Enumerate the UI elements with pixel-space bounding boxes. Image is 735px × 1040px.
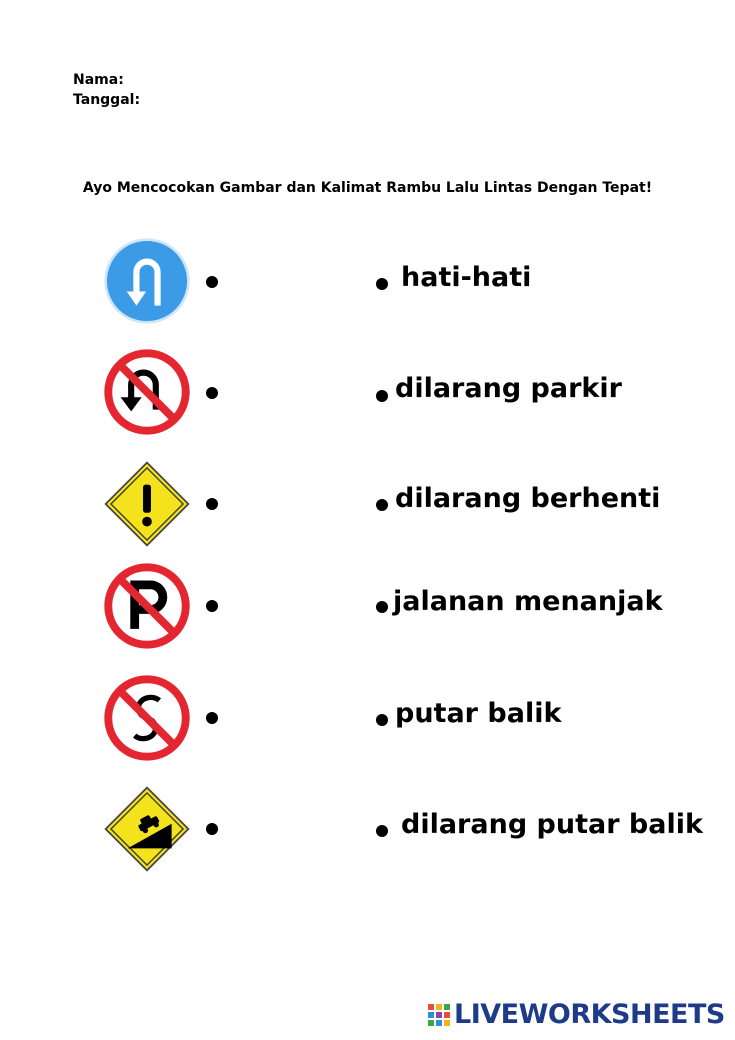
match-dot-left-1[interactable] [206, 276, 218, 288]
liveworksheets-brand-name: LIVEWORKSHEETS [454, 999, 725, 1030]
match-dot-right-5[interactable] [376, 714, 388, 726]
answer-text-3: dilarang berhenti [395, 483, 661, 514]
match-dot-left-3[interactable] [206, 498, 218, 510]
answer-text-6: dilarang putar balik [401, 809, 703, 840]
match-dot-right-3[interactable] [376, 499, 388, 511]
answer-text-1: hati-hati [401, 262, 532, 293]
caution-sign-icon [103, 460, 191, 548]
match-dot-right-1[interactable] [376, 278, 388, 290]
answer-text-4: jalanan menanjak [393, 586, 663, 617]
liveworksheets-logo [428, 999, 728, 1033]
uphill-sign-icon [103, 785, 191, 873]
instruction-title: Ayo Mencocokan Gambar dan Kalimat Rambu Lalu Lintas Dengan Tepat! [82, 180, 653, 196]
u-turn-sign-icon [103, 237, 191, 325]
answer-text-5: putar balik [395, 698, 562, 729]
liveworksheets-grid-icon [428, 1004, 450, 1026]
match-dot-right-6[interactable] [376, 825, 388, 837]
no-u-turn-sign-icon [103, 348, 191, 436]
match-dot-left-6[interactable] [206, 823, 218, 835]
match-dot-right-4[interactable] [376, 601, 388, 613]
match-dot-left-5[interactable] [206, 712, 218, 724]
nama-label: Nama: [73, 72, 124, 88]
match-dot-left-4[interactable] [206, 600, 218, 612]
match-dot-right-2[interactable] [376, 390, 388, 402]
no-parking-sign-icon [103, 562, 191, 650]
match-dot-left-2[interactable] [206, 387, 218, 399]
no-stopping-sign-icon [103, 674, 191, 762]
answer-text-2: dilarang parkir [395, 373, 622, 404]
tanggal-label: Tanggal: [73, 92, 141, 108]
